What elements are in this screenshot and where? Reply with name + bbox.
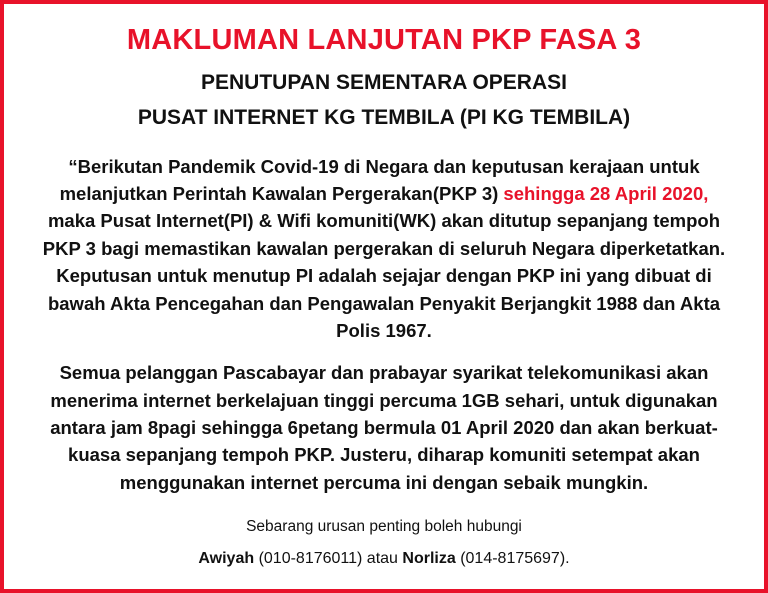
contact-phone-two: (014-8175697). <box>460 549 570 567</box>
paragraph-one-highlight: sehingga 28 April 2020, <box>503 183 709 204</box>
contact-name-one: Awiyah <box>198 549 255 567</box>
contact-phone-one: (010-8176011) <box>258 549 363 567</box>
paragraph-one <box>34 153 734 345</box>
page-title: MAKLUMAN LANJUTAN PKP FASA 3 <box>126 24 642 56</box>
contact-lead-text: Sebarang urusan penting boleh hubungi <box>246 518 522 536</box>
paragraph-one-part2: maka Pusat Internet(PI) & Wifi komuniti(WK) akan ditutup sepanjang tempoh PKP 3 bagi memastikan kawalan pergerakan di seluruh Negara diperketatkan. Keputusan untuk menutup PI adalah sejajar dengan PKP ini yang dibuat di bawah Akta Pencegahan dan Pengawalan Penyakit Berjangkit 1988 dan Akta Polis 1967. <box>42 210 726 341</box>
subtitle-location: PUSAT INTERNET KG TEMBILA (PI KG TEMBILA) <box>137 106 631 130</box>
contact-details <box>34 548 734 570</box>
paragraph-one-part1: “Berikutan Pandemik Covid-19 di Negara dan keputusan kerajaan untuk melanjutkan Perintah Kawalan Pergerakan(PKP 3) <box>59 155 700 204</box>
paragraph-two: Semua pelanggan Pascabayar dan prabayar syarikat telekomunikasi akan menerima internet berkelajuan tinggi percuma 1GB sehari, untuk digunakan antara jam 8pagi sehingga 6petang bermula 01 April 2020 dan akan berkuat-kuasa sepanjang tempoh PKP. Justeru, diharap komuniti setempat akan menggunakan internet percuma ini dengan sebaik mungkin. <box>50 362 718 493</box>
notice-body <box>34 153 734 571</box>
subtitle-operation: PENUTUPAN SEMENTARA OPERASI <box>201 71 567 95</box>
contact-name-two: Norliza <box>402 549 456 567</box>
contact-conjunction: atau <box>362 549 403 567</box>
